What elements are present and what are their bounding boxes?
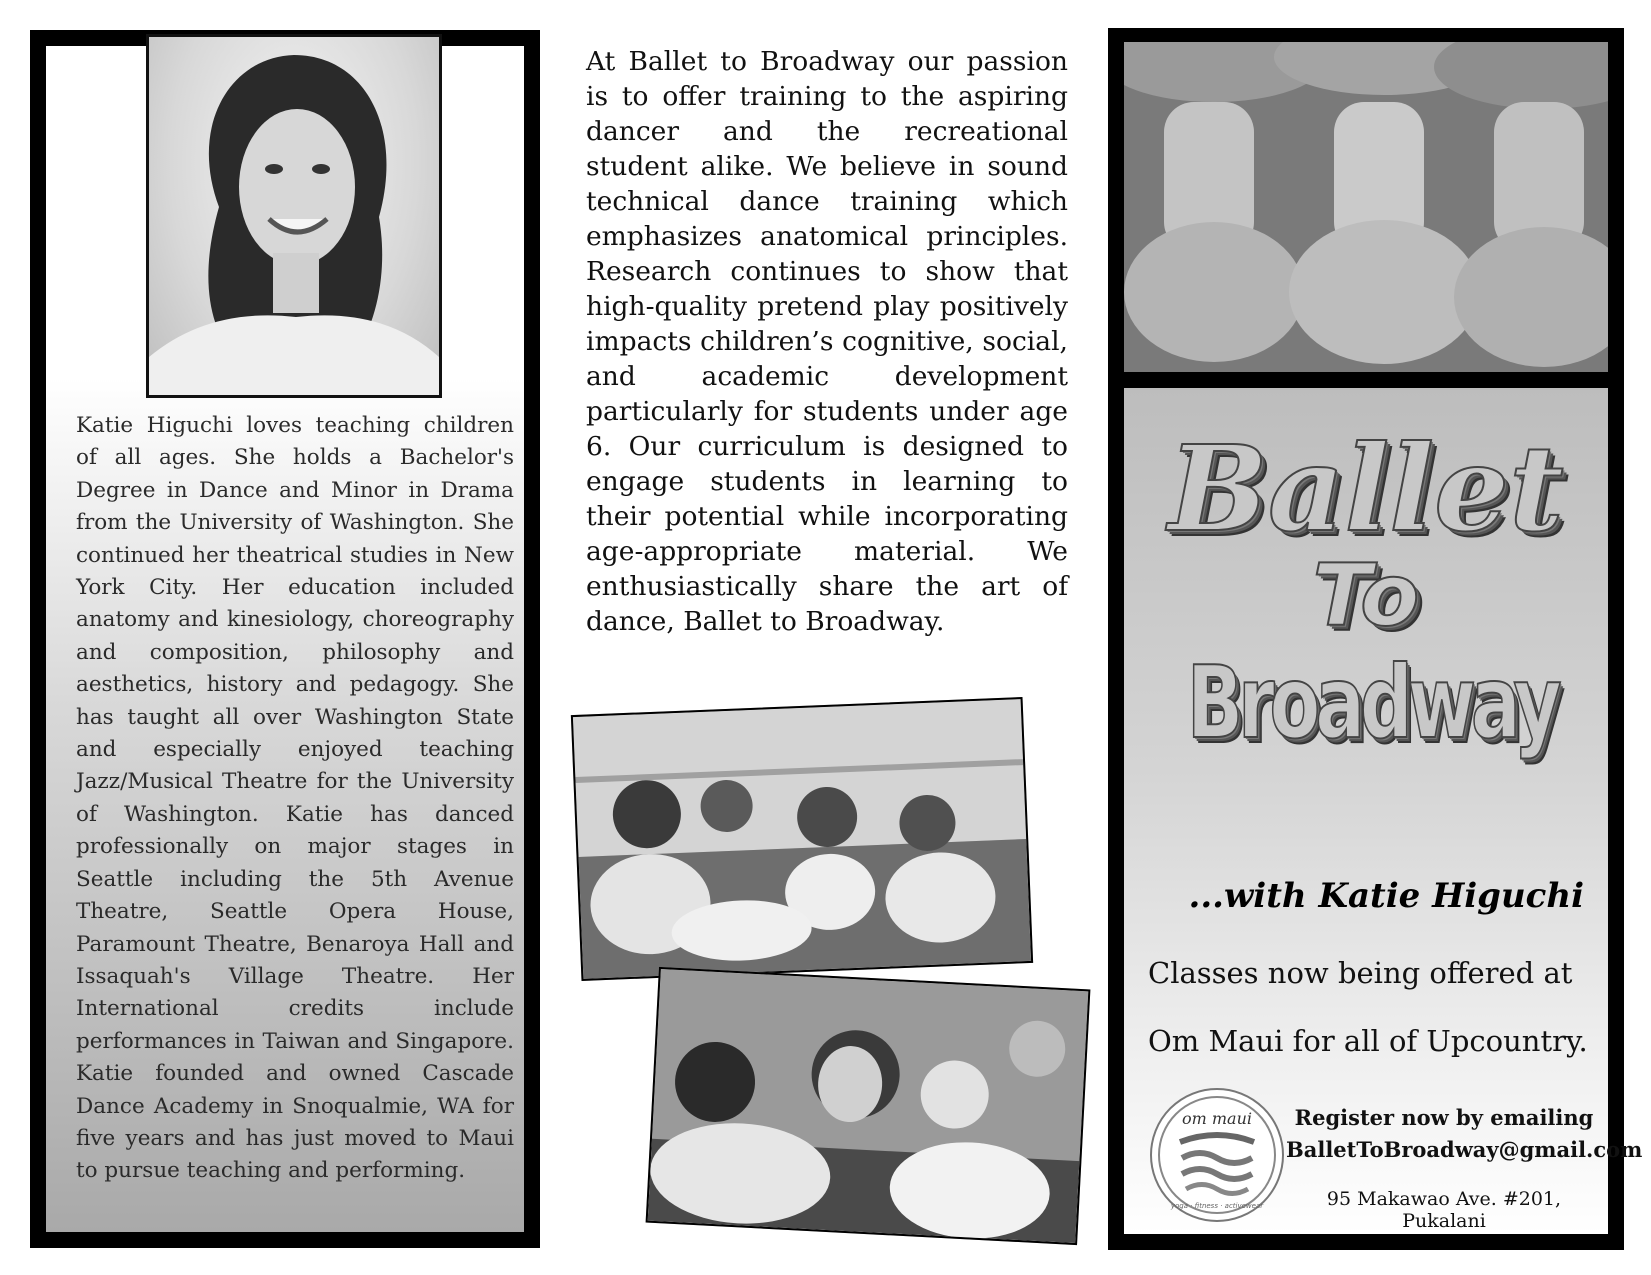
classes-offered-text: Classes now being offered at — [1148, 956, 1573, 990]
om-maui-logo-name: om maui — [1181, 1109, 1253, 1128]
om-maui-logo-mark — [1152, 1090, 1282, 1220]
class-photo-illustration — [573, 699, 1031, 979]
register-block — [1286, 1102, 1643, 1166]
bio-panel — [30, 30, 540, 1248]
class-photo-floor-illustration — [648, 969, 1089, 1243]
class-photo-circle — [571, 697, 1033, 981]
class-photo-floor — [646, 967, 1091, 1245]
ballet-to-broadway-logo — [1124, 419, 1608, 766]
promo-info — [1124, 388, 1643, 1234]
portrait-illustration — [149, 37, 439, 395]
mission-statement: At Ballet to Broadway our passion is to offer training to the aspiring dancer and the recreational student alike. We believe in sound technical dance training which emphasizes anatomical principles. Research continues to show that high-quality pretend play positively impacts children’s cognitive, social, and academic development particularly for students under age 6. Our curriculum is designed to engage students in learning to their potential while incorporating age-appropriate material. We enthusiastically share the art of dance, Ballet to Broadway. — [586, 46, 1068, 637]
instructor-tagline: ...with Katie Higuchi — [1188, 876, 1584, 916]
studio-address: 95 Makawao Ave. #201, Pukalani — [1326, 1188, 1562, 1232]
promo-panel — [1108, 28, 1643, 1250]
register-email[interactable]: BalletToBroadway@gmail.com — [1286, 1137, 1643, 1162]
instructor-portrait-photo — [146, 34, 442, 398]
om-maui-logo-ring-text: yoga · fitness · activewear — [1170, 1202, 1264, 1210]
register-instruction: Register now by emailing — [1294, 1105, 1594, 1130]
tutu-dancers-photo — [1124, 42, 1608, 372]
instructor-bio: Katie Higuchi loves teaching children of all ages. She holds a Bachelor's Degree in Dance and Minor in Drama from the University of Washington. She continued her theatrical studies in New York City. Her education included anatomy and kinesiology, choreography and composition, philosophy and aesthetics, history and pedagogy. She has taught all over Washington State and especially enjoyed teaching Jazz/Musical Theatre for the University of Washington. Katie has danced professionally on major stages in Seattle including the 5th Avenue Theatre, Seattle Opera House, Paramount Theatre, Benaroya Hall and Issaquah's Village Theatre. Her International credits include performances in Taiwan and Singapore. Katie founded and owned Cascade Dance Academy in Snoqualmie, WA for five years and has just moved to Maui to pursue teaching and performing. — [76, 413, 514, 1184]
om-maui-logo — [1150, 1088, 1284, 1222]
logo-word-ballet: Ballet — [1168, 419, 1564, 558]
tutu-dancers-illustration — [1124, 42, 1608, 372]
logo-word-to: To — [1312, 546, 1420, 646]
location-text: Om Maui for all of Upcountry. — [1148, 1024, 1588, 1058]
logo-word-broadway: Broadway — [1186, 644, 1557, 761]
